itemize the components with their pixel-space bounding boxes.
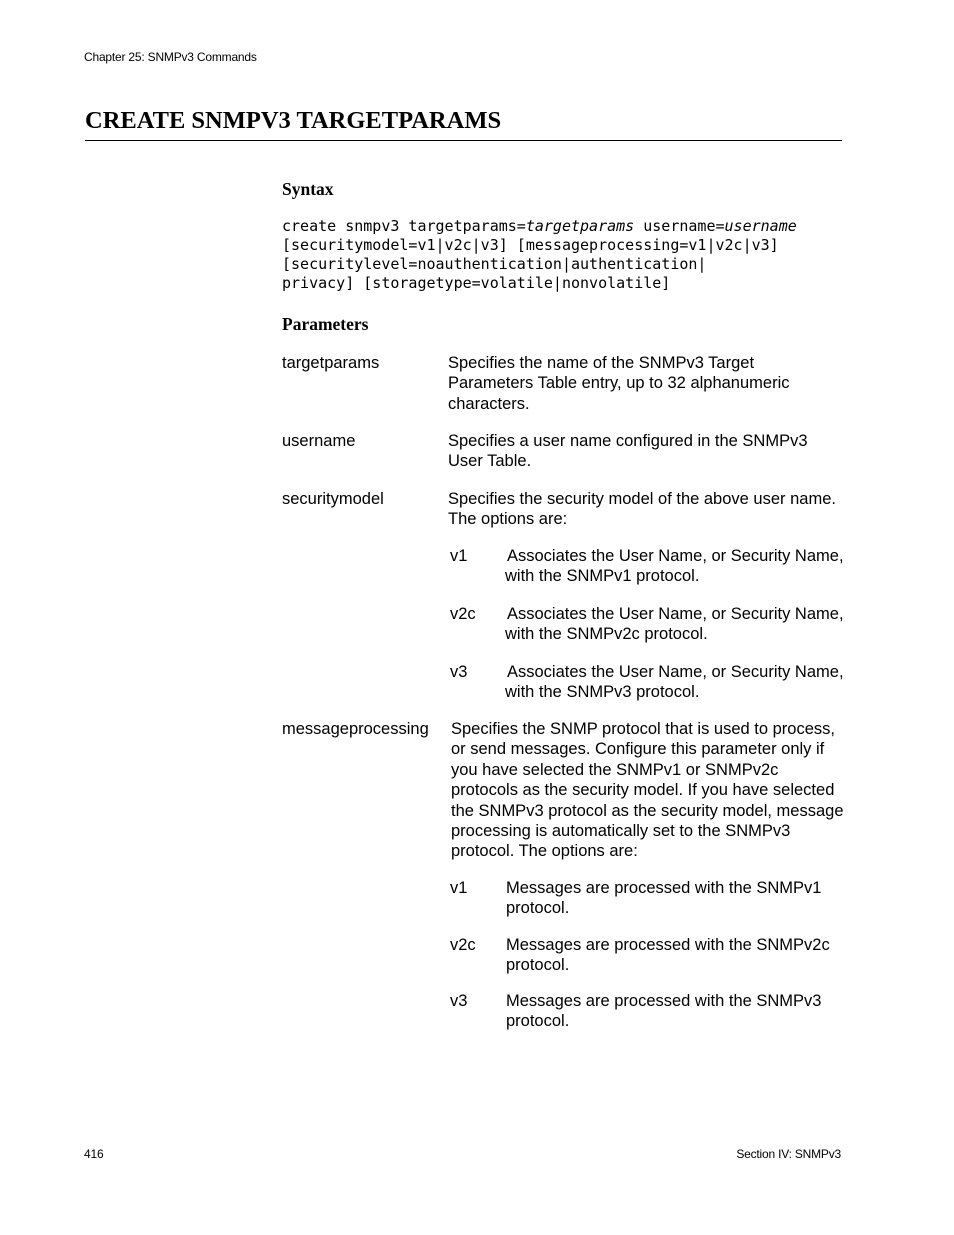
option-desc-v2c: Associates the User Name, or Security Name, with the SNMPv2c protocol. [505, 605, 844, 644]
syntax-text: username= [634, 217, 725, 235]
param-name-messageprocessing: messageprocessing [282, 720, 429, 738]
page-title: CREATE SNMPV3 TARGETPARAMS [85, 106, 842, 141]
parameters-heading: Parameters [282, 314, 369, 334]
running-head: Chapter 25: SNMPv3 Commands [84, 50, 257, 64]
option-desc-v2c: Messages are processed with the SNMPv2c protocol. [506, 936, 830, 975]
option-desc-v1: Messages are processed with the SNMPv1 protocol. [506, 879, 822, 918]
section-footer: Section IV: SNMPv3 [736, 1147, 841, 1161]
option-name-v2c: v2c [450, 936, 476, 954]
syntax-variable: targetparams [525, 217, 635, 235]
option-name-v1: v1 [450, 879, 468, 897]
syntax-variable: username [724, 217, 797, 235]
page-number: 416 [84, 1147, 104, 1161]
param-name-targetparams: targetparams [282, 354, 380, 372]
syntax-text: [securitymodel=v1|v2c|v3] [messageprocessing=v1|v2c|v3] [282, 236, 779, 254]
option-name-v3: v3 [450, 663, 468, 681]
option-desc-v3: Messages are processed with the SNMPv3 protocol. [506, 992, 822, 1031]
syntax-text: [securitylevel=noauthentication|authentication| [282, 255, 707, 273]
param-desc-username: Specifies a user name configured in the SNMPv3 User Table. [448, 432, 808, 471]
syntax-heading: Syntax [282, 179, 334, 199]
syntax-text: create snmpv3 targetparams= [282, 217, 526, 235]
param-name-securitymodel: securitymodel [282, 490, 384, 508]
option-name-v3: v3 [450, 992, 468, 1010]
param-desc-securitymodel: Specifies the security model of the above user name. The options are: [448, 490, 836, 529]
syntax-code-block [282, 217, 842, 293]
param-name-username: username [282, 432, 356, 450]
syntax-text: privacy] [storagetype=volatile|nonvolatile] [282, 274, 671, 292]
option-name-v2c: v2c [450, 605, 476, 623]
param-desc-messageprocessing: Specifies the SNMP protocol that is used to process, or send messages. Configure this parameter only if you have selected the SNMPv1 or SNMPv2c protocols as the security model. If you have selected the SNMPv3 protocol as the security model, message processing is automatically set to the SNMPv3 protocol. The options are: [451, 720, 844, 861]
option-desc-v3: Associates the User Name, or Security Name, with the SNMPv3 protocol. [505, 663, 844, 702]
option-desc-v1: Associates the User Name, or Security Name, with the SNMPv1 protocol. [505, 547, 844, 586]
option-name-v1: v1 [450, 547, 468, 565]
param-desc-targetparams: Specifies the name of the SNMPv3 Target Parameters Table entry, up to 32 alphanumeric characters. [448, 354, 790, 413]
